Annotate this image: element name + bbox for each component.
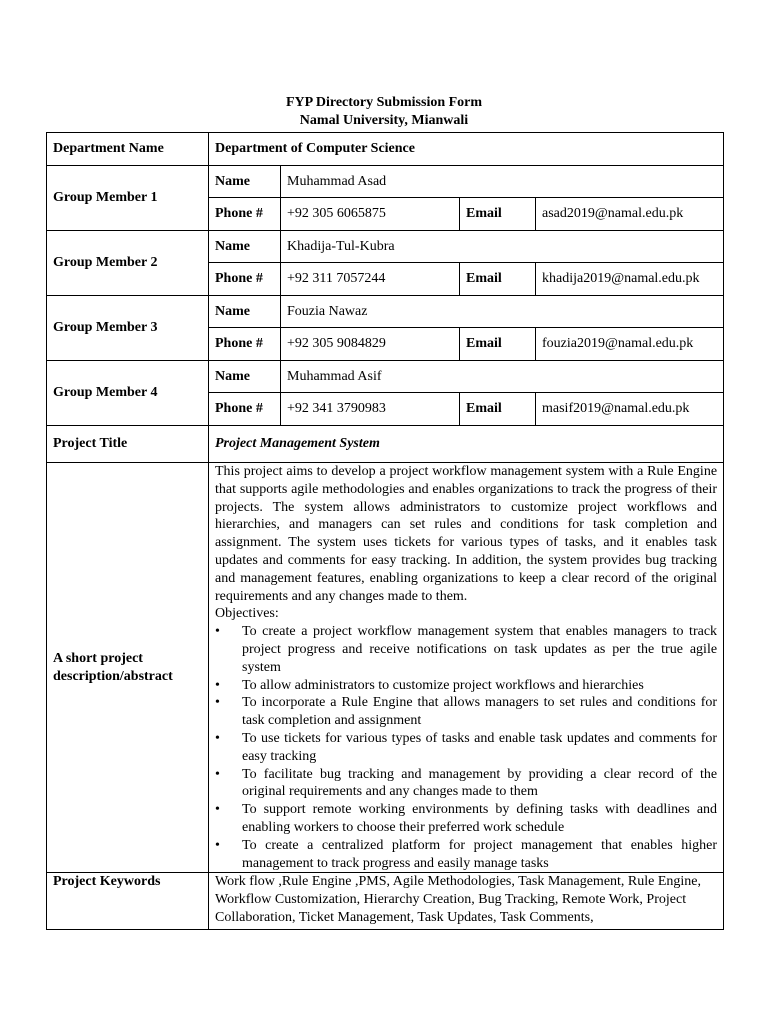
phone-label: Phone # (209, 198, 281, 231)
name-label: Name (209, 296, 281, 328)
email-label: Email (460, 198, 536, 231)
email-label: Email (460, 328, 536, 361)
submission-form-table (46, 132, 724, 930)
member-2-phone: +92 311 7057244 (281, 263, 460, 296)
keywords-row (47, 873, 724, 930)
member-3-name: Fouzia Nawaz (281, 296, 724, 328)
member-4-name: Muhammad Asif (281, 361, 724, 393)
abstract-row (47, 463, 724, 873)
project-title: Project Management System (209, 426, 724, 463)
objectives-list (215, 623, 717, 872)
department-value: Department of Computer Science (209, 133, 724, 166)
email-label: Email (460, 393, 536, 426)
project-title-label: Project Title (47, 426, 209, 463)
member-1-name: Muhammad Asad (281, 166, 724, 198)
phone-label: Phone # (209, 328, 281, 361)
name-label: Name (209, 166, 281, 198)
member-3-phone: +92 305 9084829 (281, 328, 460, 361)
keywords-label: Project Keywords (47, 873, 209, 930)
department-label: Department Name (47, 133, 209, 166)
objective-item: • To create a centralized platform for project management that enables higher management to track progress and easily manage tasks (215, 837, 717, 873)
member-3-name-row (47, 296, 724, 328)
keywords-value: Work flow ,Rule Engine ,PMS, Agile Methodologies, Task Management, Rule Engine, Workflow Customization, Hierarchy Creation, Bug Tracking, Remote Work, Project Collaboration, Ticket Management, Task Updates, Task Comments, (209, 873, 724, 930)
objective-item: • To use tickets for various types of tasks and enable task updates and comments for easy tracking (215, 730, 717, 766)
university-name: Namal University, Mianwali (299, 113, 469, 128)
form-header (0, 94, 768, 130)
project-title-row (47, 426, 724, 463)
department-row (47, 133, 724, 166)
abstract-cell (209, 463, 724, 873)
objective-item: • To create a project workflow management system that enables managers to track project progress and receive notifications on task updates as per the true agile system (215, 623, 717, 676)
member-1-label: Group Member 1 (47, 166, 209, 231)
member-2-label: Group Member 2 (47, 231, 209, 296)
phone-label: Phone # (209, 393, 281, 426)
abstract-text: This project aims to develop a project workflow management system with a Rule Engine that supports agile methodologies and enables organizations to track the progress of their projects. The system allows administrators to customize project workflows and hierarchies, and managers can set rules and conditions for task completion and assignment. The system uses tickets for various types of tasks, and it enables task updates and comments for easy tracking. In addition, the system provides bug tracking and management features, enabling organizations to keep a clear record of the original requirements and any changes made to them. (215, 464, 718, 604)
member-2-name-row (47, 231, 724, 263)
member-2-email: khadija2019@namal.edu.pk (536, 263, 724, 296)
objective-item: • To support remote working environments by defining tasks with deadlines and enabling workers to choose their preferred work schedule (215, 801, 717, 837)
member-3-label: Group Member 3 (47, 296, 209, 361)
member-2-name: Khadija-Tul-Kubra (281, 231, 724, 263)
email-label: Email (460, 263, 536, 296)
form-title: FYP Directory Submission Form (285, 95, 483, 110)
objective-item: • To facilitate bug tracking and management by providing a clear record of the original requirements and any changes made to them (215, 766, 717, 802)
member-1-name-row (47, 166, 724, 198)
objectives-heading: Objectives: (215, 606, 279, 622)
member-1-email: asad2019@namal.edu.pk (536, 198, 724, 231)
member-4-name-row (47, 361, 724, 393)
member-4-phone: +92 341 3790983 (281, 393, 460, 426)
objective-item: • To allow administrators to customize project workflows and hierarchies (215, 677, 717, 695)
objective-item: • To incorporate a Rule Engine that allows managers to set rules and conditions for task completion and assignment (215, 694, 717, 730)
member-4-email: masif2019@namal.edu.pk (536, 393, 724, 426)
member-1-phone: +92 305 6065875 (281, 198, 460, 231)
abstract-label: A short project description/abstract (47, 463, 209, 873)
name-label: Name (209, 361, 281, 393)
phone-label: Phone # (209, 263, 281, 296)
member-4-label: Group Member 4 (47, 361, 209, 426)
member-3-email: fouzia2019@namal.edu.pk (536, 328, 724, 361)
name-label: Name (209, 231, 281, 263)
